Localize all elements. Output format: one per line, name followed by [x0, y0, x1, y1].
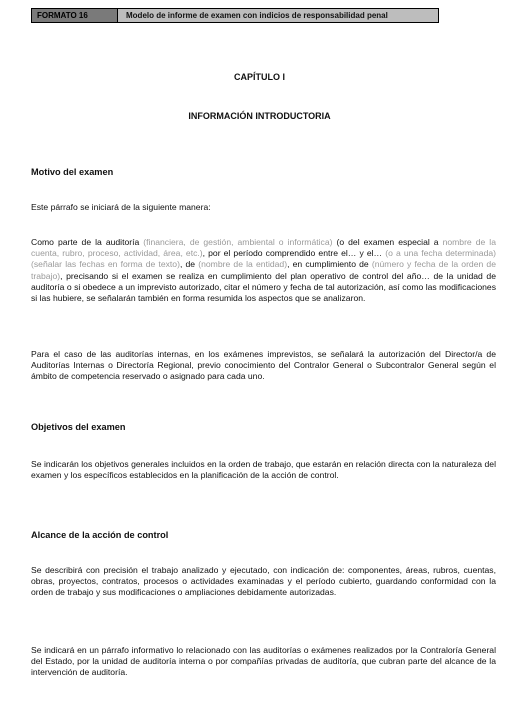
placeholder-text: (financiera, de gestión, ambiental o informática)	[143, 237, 333, 247]
text-run: (o del examen especial a	[332, 237, 443, 247]
placeholder-text: nombre de la cuenta, rubro, proceso, actividad, área, etc.)	[31, 237, 496, 259]
motivo-intro: Este párrafo se iniciará de la siguiente manera:	[31, 202, 211, 212]
alcance-paragraph-1: Se describirá con precisión el trabajo analizado y ejecutado, con indicación de: componentes, áreas, rubros, cuentas, obras, proyectos, contratos, procesos o actividades examinadas y el período cubierto, guardando conformidad con la orden de trabajo y sus modificaciones o ampliaciones debidamente autorizadas.	[31, 565, 496, 598]
text-run: , en cumplimiento de	[287, 259, 372, 270]
format-code: FORMATO 16	[32, 9, 118, 22]
format-title: Modelo de informe de examen con indicios de responsabilidad penal	[118, 9, 438, 22]
format-header	[31, 8, 439, 23]
text-run: , de	[179, 259, 199, 270]
alcance-paragraph-2: Se indicará en un párrafo informativo lo relacionado con las auditorías o exámenes realizados por la Contraloría General del Estado, por la unidad de auditoría interna o por compañías privadas de auditoría, que cubran parte del alcance de la intervención de auditoría.	[31, 645, 496, 678]
section-heading-motivo: Motivo del examen	[31, 167, 114, 177]
placeholder-text: (nombre de la entidad)	[198, 259, 288, 270]
motivo-paragraph-2: Para el caso de las auditorías internas, en los exámenes imprevistos, se señalará la autorización del Director/a de Auditorías Internas o Directoría Regional, previo conocimiento del Contralor General o Subcontralor General según el ámbito de competencia reservado o asignado para cada uno.	[31, 349, 496, 382]
text-run: , precisando si el examen se realiza en cumplimiento del plan operativo de control del año… de la unidad de auditoría o si obedece a un imprevisto autorizado, citar el número y fecha de tal autorización, así como las modificaciones si las hubiere, se señalarán también en forma resumida los aspectos que se analizaron.	[31, 270, 496, 304]
text-run: , por el período comprendido entre el… y el…	[202, 248, 386, 259]
objetivos-paragraph: Se indicarán los objetivos generales incluidos en la orden de trabajo, que estarán en relación directa con la naturaleza del examen y los específicos establecidos en la planificación de la acción de control.	[31, 459, 496, 481]
text-run: Como parte de la auditoría	[31, 237, 144, 247]
section-heading-alcance: Alcance de la acción de control	[31, 530, 169, 540]
placeholder-text: (o a una fecha determinada) (señalar las fechas en forma de texto)	[31, 248, 497, 270]
chapter-number: CAPÍTULO I	[234, 72, 285, 82]
chapter-title: INFORMACIÓN INTRODUCTORIA	[188, 111, 331, 121]
placeholder-text: (número y fecha de la orden de trabajo)	[31, 259, 496, 281]
section-heading-objetivos: Objetivos del examen	[31, 422, 126, 432]
motivo-paragraph-1	[31, 237, 496, 304]
